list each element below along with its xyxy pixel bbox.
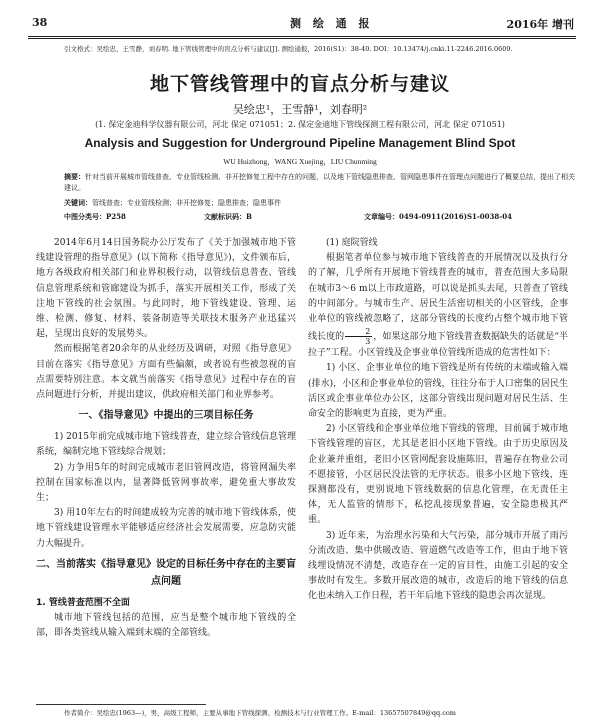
paper-title-en: Analysis and Suggestion for Underground Pipeline Management Blind Spot xyxy=(84,136,516,150)
section-heading-2: 二、当前落实《指导意见》设定的目标任务中存在的主要盲点问题 xyxy=(36,558,296,587)
article-number: 文章编号：0494-0911(2016)S1-0038-04 xyxy=(364,212,512,221)
running-header xyxy=(28,14,576,32)
journal-name: 测 绘 通 报 xyxy=(290,17,374,30)
affiliations-cn: (1. 保定金迪科学仪器有限公司，河北 保定 071051；2. 保定金迪地下管线探测工程有限公司，河北 保定 071051) xyxy=(95,120,505,129)
page-number: 38 xyxy=(32,16,48,29)
fraction xyxy=(345,327,372,346)
abstract xyxy=(64,171,576,194)
paragraph xyxy=(308,251,568,361)
authors-en: WU Huizhong，WANG Xuejing，LIU Chunming xyxy=(223,157,377,166)
document-code: 文献标识码：B xyxy=(204,212,252,221)
section-heading-1: 一、《指导意见》中提出的三项目标任务 xyxy=(78,410,254,422)
header-rule xyxy=(28,36,576,37)
paragraph-text: 根据笔者单位参与城市地下管线普查的开展情况以及执行分的了解，几乎所有开展地下管线普查的城市，普查范围大多局限在城市3～6 m以上市政道路，可以说是抓头去尾，只普查了管线的中间部分。与城市生产、居民生活密切相关的小区管线，企事业单位的管线被忽略了，这部分管线的长度约占整个城市地下管线长度的 xyxy=(308,253,568,343)
subsection-heading: 1. 管线普查范围不全面 xyxy=(36,597,130,608)
abstract-text: 针对当前开展城市管线普查、专业管线检测、非开挖修复工程中存在的问题，以及地下管线隐患排查、管网隐患事件在管理点问题进行了概要总结，提出了相关建议。 xyxy=(64,173,575,192)
paragraph-text: ，如果这部分地下管线普查数据缺失的话就是“半拉子”工程。小区管线及企事业单位管线所造成的危害性如下： xyxy=(308,332,568,359)
task-item-1: 1) 2015年前完成城市地下管线普查，建立综合管线信息管理系统，编制完地下管线综合规划； xyxy=(36,432,297,458)
citation-format: 引文格式：吴绘忠，王雪静，刘春明. 地下管线管理中的盲点分析与建议[J]. 测绘通报，2016(S1)：38-40. DOI：10.13474/j.cnki.11-2246.2016.0609. xyxy=(64,45,513,53)
authors-cn: 吴绘忠¹，王雪静¹，刘春明² xyxy=(232,103,368,116)
footnote-rule xyxy=(36,704,206,705)
header-rule-thin xyxy=(28,38,576,39)
hazard-item-2: 2) 小区管线和企事业单位地下管线的管理，目前属于城市地下管线管理的盲区，尤其是老旧小区地下管线。由于历史原因及企业兼并重组，老旧小区管网配套设施陈旧，普遍存在物业公司不愿接管，小区居民没法管的无序状态。很多小区地下管线，连探测都没有，更别说地下管线数据的信息化管理，在无责任主体，无人监管的情形下，私挖乱接现象普遍，安全隐患极其严重。 xyxy=(308,424,568,526)
fraction-numerator: 2 xyxy=(345,327,372,337)
body-column-right xyxy=(308,236,568,605)
paragraph: 然而根据笔者20余年的从业经历及调研，对照《指导意见》目前在落实《指导意见》方面有些偏颇，或者说有些被忽视的盲点需要特别注意。本文就当前落实《指导意见》过程中存在的盲点问题进行分析，并提出建议，供政府相关部门和业界参考。 xyxy=(36,344,296,401)
abstract-label: 摘要： xyxy=(64,172,85,181)
task-item-2: 2) 力争用5年的时间完成城市老旧管网改造，将管网漏失率控制在国家标准以内，显著降低管网事故率，避免重大事故发生； xyxy=(36,462,296,504)
fraction-denominator: 3 xyxy=(365,337,371,347)
hazard-item-3: 3) 近年来，为治理水污染和大气污染，部分城市开展了雨污分流改造、集中供暖改造、管道燃气改造等工作，但由于地下管线埋设情况不清楚，改造存在一定的盲目性，由施工引起的安全事故时有发生。多数开展改造的城市，改造后的地下管线的信息化也未纳入工作日程，若干年后地下管线的隐患会再次显现。 xyxy=(308,530,568,602)
hazard-item-1: 1) 小区、企事业单位的地下管线是所有传统的末端或输入端(排水)，小区和企事业单位的管线，往往分布于人口密集的居民生活区或企事业单位办公区，这部分管线出现问题对居民生活、生命安全的影响更为直接，更为严重。 xyxy=(308,363,568,420)
clc-number: 中图分类号：P258 xyxy=(64,212,126,221)
article-meta xyxy=(64,212,576,224)
paper-title-cn: 地下管线管理中的盲点分析与建议 xyxy=(149,73,450,95)
keywords xyxy=(64,198,576,208)
year-issue: 2016年 增刊 xyxy=(506,18,574,31)
body-column-left xyxy=(36,236,296,641)
task-item-3: 3) 用10年左右的时间建成较为完善的城市地下管线体系，使地下管线建设管理水平能够适应经济社会发展需要，应急防灾能力大幅提升。 xyxy=(36,508,296,549)
keywords-text: 管线普查；专业管线检测；非开挖修复；隐患排查；隐患事件 xyxy=(92,199,281,207)
paragraph: 2014年6月14日国务院办公厅发布了《关于加强城市地下管线建设管理的指导意见》(以下简称《指导意见》)，文件颁布后，地方各级政府相关部门和业界积极行动，以管线信息普查、管线信息管理系统和管廊建设为抓手，落实开展相关工作，形成了关注地下管线的社会氛围。与此同时，地下管线建设、管理、运维、检测、修复、材料、装备制造等关联技术服务产业迅猛兴起，呈现出良好的发展势头。 xyxy=(36,238,296,340)
subsection-heading-courtyard: (1) 庭院管线 xyxy=(326,238,378,248)
keywords-label: 关键词： xyxy=(64,198,92,207)
author-footnote: 作者简介：吴绘忠(1963—)，男，高级工程师，主要从事地下管线探测、检测技术与行业管理工作。E-mail：13657507849@qq.com xyxy=(64,709,456,717)
paragraph: 城市地下管线包括的范围，应当是整个城市地下管线的全部，即各类管线从输入端到末端的全部管线。 xyxy=(36,613,296,639)
